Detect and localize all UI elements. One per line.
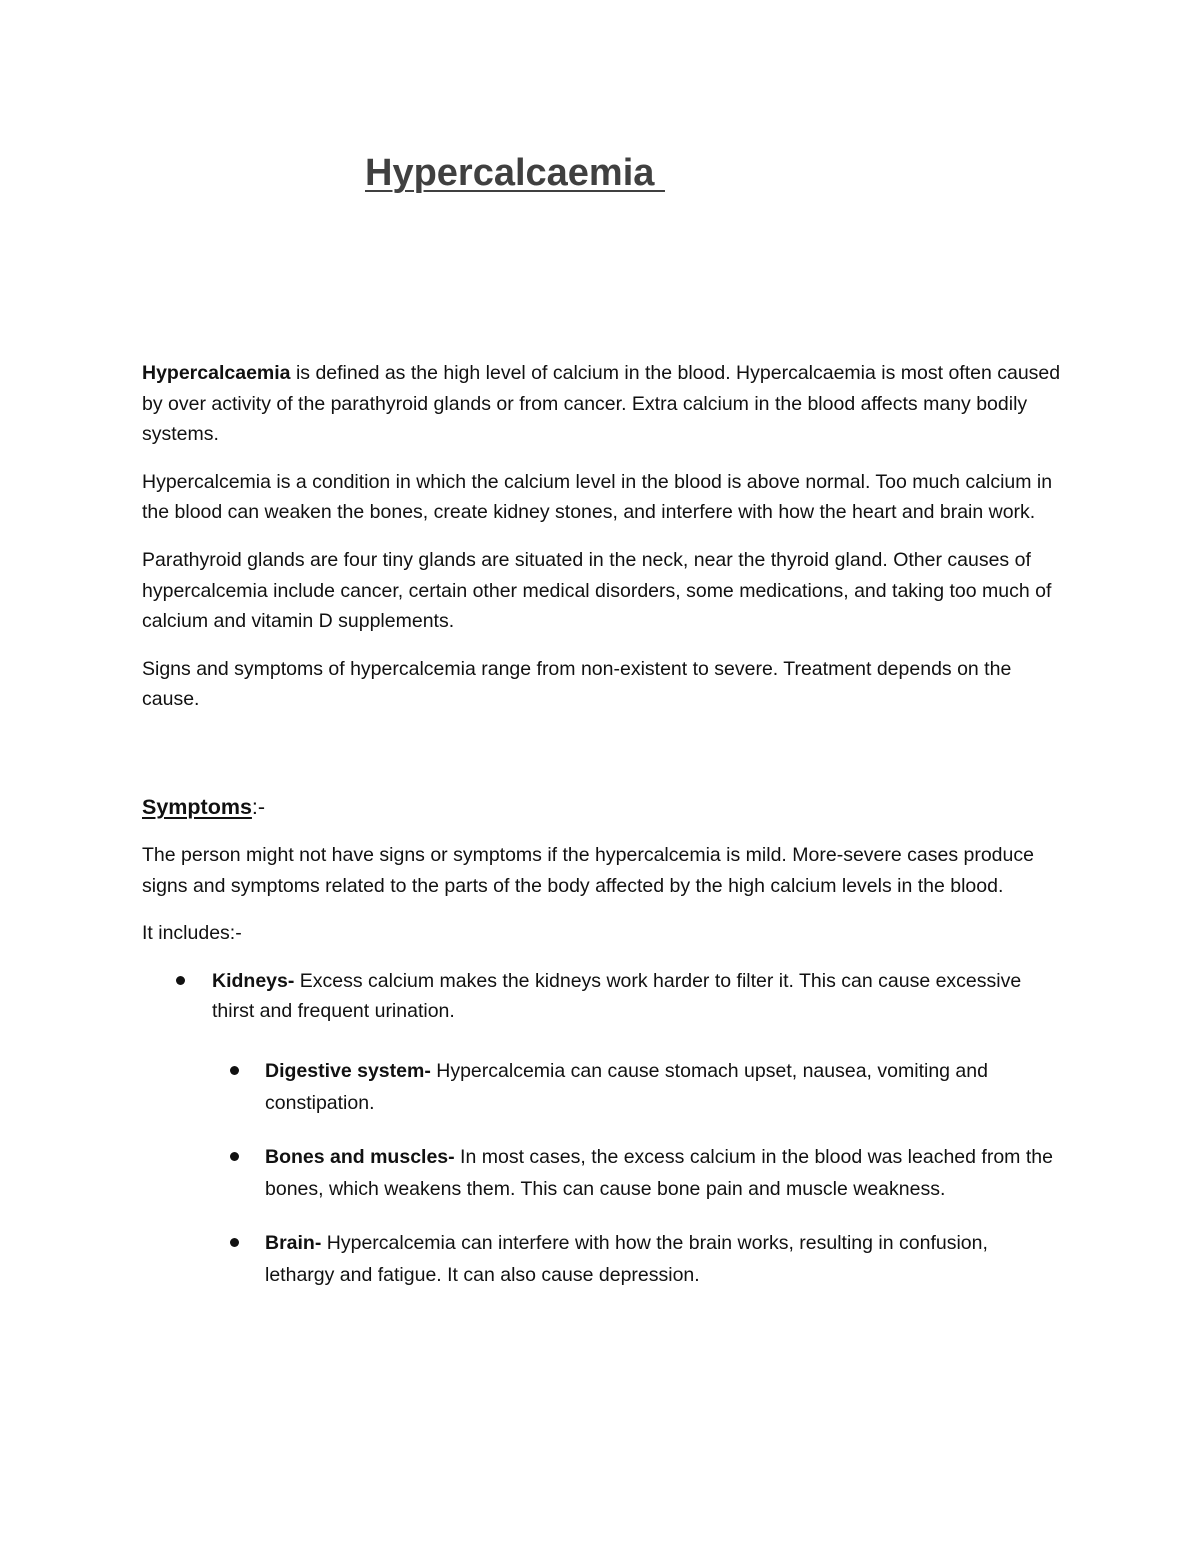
list-item-kidneys xyxy=(142,966,1062,1027)
symptoms-heading xyxy=(142,792,1062,822)
list-item-term: Bones and muscles- xyxy=(265,1145,455,1168)
intro-text: is defined as the high level of calcium in the blood. Hypercalcaemia is most often caused by over activity of the parathyroid glands or from cancer. Extra calcium in the blood affects many bodily systems. xyxy=(142,362,1061,446)
symptoms-description: The person might not have signs or symptoms if the hypercalcemia is mild. More-severe cases produce signs and symptoms related to the parts of the body affected by the high calcium levels in the blood. xyxy=(142,843,1034,897)
bullet-dot-icon xyxy=(230,1238,239,1247)
document-body xyxy=(142,358,1062,1313)
symptoms-heading-suffix: :- xyxy=(251,794,266,819)
bullet-dot-icon xyxy=(230,1066,239,1075)
paragraph-definition: Hypercalcemia is a condition in which the calcium level in the blood is above normal. Too much calcium in the blood can weaken the bones, create kidney stones, and interfere with how the heart and brain work. xyxy=(142,470,1053,524)
symptoms-list xyxy=(142,966,1062,1292)
list-item-term: Kidneys- xyxy=(212,969,295,992)
list-item-text: In most cases, the excess calcium in the blood was leached from the bones, which weakens them. This can cause bone pain and muscle weakness. xyxy=(265,1145,1053,1201)
list-item-text: Hypercalcemia can cause stomach upset, nausea, vomiting and constipation. xyxy=(265,1059,988,1115)
paragraph-causes: Parathyroid glands are four tiny glands are situated in the neck, near the thyroid gland. Other causes of hypercalcemia include cancer, certain other medical disorders, some medications, and taking too much of calcium and vitamin D supplements. xyxy=(142,548,1052,633)
list-item-text: Excess calcium makes the kidneys work harder to filter it. This can cause excessive thirst and frequent urination. xyxy=(212,969,1022,1023)
list-item-bones-and-muscles xyxy=(142,1141,1062,1206)
list-item-text: Hypercalcemia can interfere with how the brain works, resulting in confusion, lethargy and fatigue. It can also cause depression. xyxy=(265,1231,988,1287)
bullet-dot-icon xyxy=(176,976,185,985)
bullet-dot-icon xyxy=(230,1152,239,1161)
list-item-term: Digestive system- xyxy=(265,1059,431,1082)
paragraph-treatment: Signs and symptoms of hypercalcemia range from non-existent to severe. Treatment depends on the cause. xyxy=(142,657,1012,711)
symptoms-heading-word: Symptoms xyxy=(142,794,252,819)
list-item-brain xyxy=(142,1227,1062,1292)
list-item-digestive-system xyxy=(142,1055,1062,1120)
includes-label: It includes:- xyxy=(142,922,242,945)
list-item-term: Brain- xyxy=(265,1231,322,1254)
document-title: Hypercalcaemia xyxy=(365,152,665,194)
intro-paragraph xyxy=(142,358,1062,450)
intro-term: Hypercalcaemia xyxy=(142,362,291,384)
